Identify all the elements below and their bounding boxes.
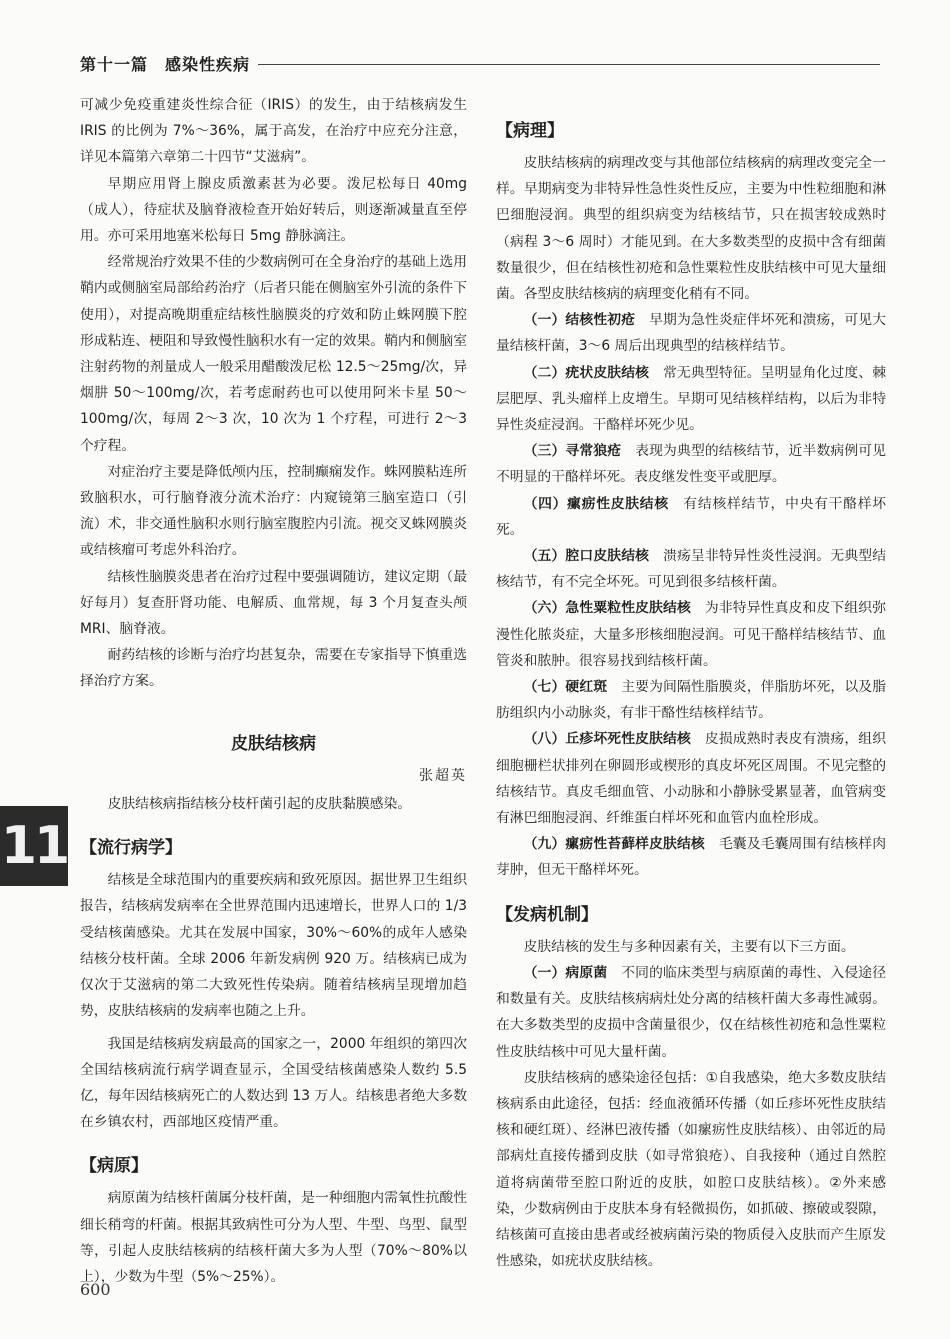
paragraph: 皮肤结核病的病理改变与其他部位结核病的病理改变完全一样。早期病变为非特异性急性炎性反应，主要为中性粒细胞和淋巴细胞浸润。典型的组织病变为结核结节，只在损害较成熟时（病程 3～6 周时）才能见到。在大多数类型的皮损中含有细菌数量很少，但在结核性初疮和急性粟粒性皮肤结核中可见大量细菌。各型皮肤结核病的病理变化稍有不同。 [496, 155, 886, 303]
paragraph: 病原菌为结核杆菌属分枝杆菌，是一种细胞内需氧性抗酸性细长稍弯的杆菌。根据其致病性可分为人型、牛型、鸟型、鼠型等，引起人皮肤结核病的结核杆菌大多为人型（70%～80%以上），少数为牛型（5%～25%）。 [80, 1190, 467, 1285]
running-header-title: 第十一篇 感染性疾病 [80, 54, 251, 74]
paragraph: 耐药结核的诊断与治疗均甚复杂，需要在专家指导下慎重选择治疗方案。 [80, 647, 467, 690]
item-text: 皮损成熟时表皮有溃疡，组织细胞栅栏状排列在卵圆形或楔形的真皮坏死区周围。不见完整的结核结节。真皮毛细血管、小动脉和小静脉受累显著，血管病变有淋巴细胞浸润、纤维蛋白样坏死和血管内血栓形成。 [496, 731, 887, 827]
pathology-item [496, 491, 886, 543]
item-label: （三）寻常狼疮 [523, 443, 622, 460]
author-name: 张超英 [419, 767, 467, 784]
section-heading-etiology: 【病原】 [80, 1156, 148, 1177]
item-label: （一）病原菌 [523, 964, 608, 981]
paragraph: 结核性脑膜炎患者在治疗过程中要强调随访，建议定期（最好每月）复查肝肾功能、电解质、血常规，每 3 个月复查头颅 MRI、脑脊液。 [80, 568, 467, 638]
item-label: （六）急性粟粒性皮肤结核 [523, 600, 691, 617]
item-label: （四）瘰疬性皮肤结核 [523, 495, 669, 512]
paragraph: 早期应用肾上腺皮质激素甚为必要。泼尼松每日 40mg（成人），待症状及脑脊液检查开始好转后，则逐渐减量直至停用。亦可采用地塞米松每日 5mg 静脉滴注。 [80, 175, 467, 245]
item-text: 表现为典型的结核结节，近半数病例可见不明显的干酪样坏死。表皮继发性变平或肥厚。 [496, 443, 887, 486]
page-number: 600 [80, 1280, 111, 1299]
definition-paragraph: 皮肤结核病指结核分枝杆菌引起的皮肤黏膜感染。 [107, 796, 412, 813]
paragraph: 经常规治疗效果不佳的少数病例可在全身治疗的基础上选用鞘内或侧脑室局部给药治疗（后者只能在侧脑室外引流的条件下使用），对提高晚期重症结核性脑膜炎的疗效和防止蛛网膜下腔形成粘连、梗阻和导致慢性脑积水有一定的效果。鞘内和侧脑室注射药物的剂量成人一般采用醋酸泼尼松 12.5～25mg/次，异烟肼 50～100mg/次，若考虑耐药也可以使用阿米卡星 50～100mg/次，每周 2～3 次，10 次为 1 个疗程，可进行 2～3 个疗程。 [80, 254, 467, 454]
item-label: （一）结核性初疮 [523, 312, 636, 329]
item-text: 不同的临床类型与病原菌的毒性、入侵途径和数量有关。皮肤结核病病灶处分离的结核杆菌大多毒性减弱。在大多数类型的皮损中含菌量很少，仅在结核性初疮和急性粟粒性皮肤结核中可见大量杆菌。 [496, 964, 887, 1060]
pathology-item [496, 307, 886, 359]
item-label: （七）硬红斑 [523, 679, 608, 696]
left-column [80, 92, 467, 1290]
item-text: 溃疡呈非特异性炎性浸润。无典型结核结节，有不完全坏死。可见到很多结核杆菌。 [496, 548, 887, 591]
chapter-title: 皮肤结核病 [231, 733, 316, 754]
pathogenesis-item [496, 960, 886, 1065]
header-rule [258, 64, 880, 65]
paragraph: 皮肤结核病的感染途径包括：①自我感染，绝大多数皮肤结核病系由此途径，包括：经血液循环传播（如丘疹坏死性皮肤结核和硬红斑）、经淋巴液传播（如瘰疬性皮肤结核）、由邻近的局部病灶直接传播到皮肤（如寻常狼疮）、自我接种（通过自然腔道将病菌带至腔口附近的皮肤，如腔口皮肤结核）。②外来感染，少数病例由于皮肤本身有轻微损伤，如抓破、擦破或裂隙，结核菌可直接由患者或经被病菌污染的物质侵入皮肤而产生原发性感染，如疣状皮肤结核。 [496, 1069, 886, 1270]
item-label: （二）疣状皮肤结核 [523, 364, 650, 381]
pathology-item [496, 438, 886, 490]
paragraph: 对症治疗主要是降低颅内压，控制癫痫发作。蛛网膜粘连所致脑积水，可行脑脊液分流术治疗：内窥镜第三脑室造口（引流）术，非交通性脑积水则行脑室腹腔内引流。视交叉蛛网膜炎或结核瘤可考虑外科治疗。 [80, 463, 467, 559]
paragraph: 皮肤结核的发生与多种因素有关，主要有以下三方面。 [523, 938, 855, 955]
section-heading-pathogenesis: 【发病机制】 [496, 904, 598, 925]
paragraph: 可减少免疫重建炎性综合征（IRIS）的发生，由于结核病发生 IRIS 的比例为 7%～36%，属于高发，在治疗中应充分注意，详见本篇第六章第二十四节“艾滋病”。 [80, 97, 467, 166]
item-text: 早期为急性炎症伴坏死和溃疡，可见大量结核杆菌，3～6 周后出现典型的结核样结节。 [496, 312, 887, 355]
item-text: 有结核样结节，中央有干酪样坏死。 [496, 495, 887, 538]
item-label: （八）丘疹坏死性皮肤结核 [523, 731, 691, 748]
item-label: （五）腔口皮肤结核 [523, 548, 650, 565]
pathology-item [496, 674, 886, 726]
pathology-item [496, 726, 886, 831]
pathology-item [496, 831, 886, 883]
right-column [496, 118, 886, 1274]
paragraph: 我国是结核病发病最高的国家之一，2000 年组织的第四次全国结核病流行病学调查显示，全国受结核菌感染人数约 5.5 亿，每年因结核病死亡的人数达到 13 万人。结核患者绝大多数在乡镇农村，西部地区疫情严重。 [80, 1035, 467, 1131]
item-text: 常无典型特征。呈明显角化过度、棘层肥厚、乳头瘤样上皮增生。早期可见结核样结构，以后为非特异性炎症浸润。干酪样坏死少见。 [496, 364, 887, 434]
item-text: 主要为间隔性脂膜炎，伴脂肪坏死，以及脂肪组织内小动脉炎，有非干酪性结核样结节。 [496, 679, 887, 722]
running-header [80, 52, 880, 74]
section-heading-epidemiology: 【流行病学】 [80, 838, 182, 859]
item-label: （九）瘰疬性苔藓样皮肤结核 [523, 836, 705, 853]
pathology-item [496, 360, 886, 439]
section-heading-pathology: 【病理】 [496, 121, 564, 141]
item-text: 为非特异性真皮和皮下组织弥漫性化脓炎症，大量多形核细胞浸润。可见干酪样结核结节、血管炎和脓肿。很容易找到结核杆菌。 [496, 600, 887, 669]
paragraph: 结核是全球范围内的重要疾病和致死原因。据世界卫生组织报告，结核病发病率在全世界范围内迅速增长，世界人口的 1/3 受结核菌感染。尤其在发展中国家，30%～60%的成年人感染结核分枝杆菌。全球 2006 年新发病例 920 万。结核病已成为仅次于艾滋病的第二大致死性传染病。随着结核病呈现增加趋势，皮肤结核病的发病率也随之上升。 [80, 872, 467, 1020]
pathology-item [496, 595, 886, 674]
item-text: 毛囊及毛囊周围有结核样肉芽肿，但无干酪样坏死。 [496, 836, 887, 879]
pathology-item [496, 543, 886, 595]
chapter-tab: 11 [0, 806, 68, 886]
